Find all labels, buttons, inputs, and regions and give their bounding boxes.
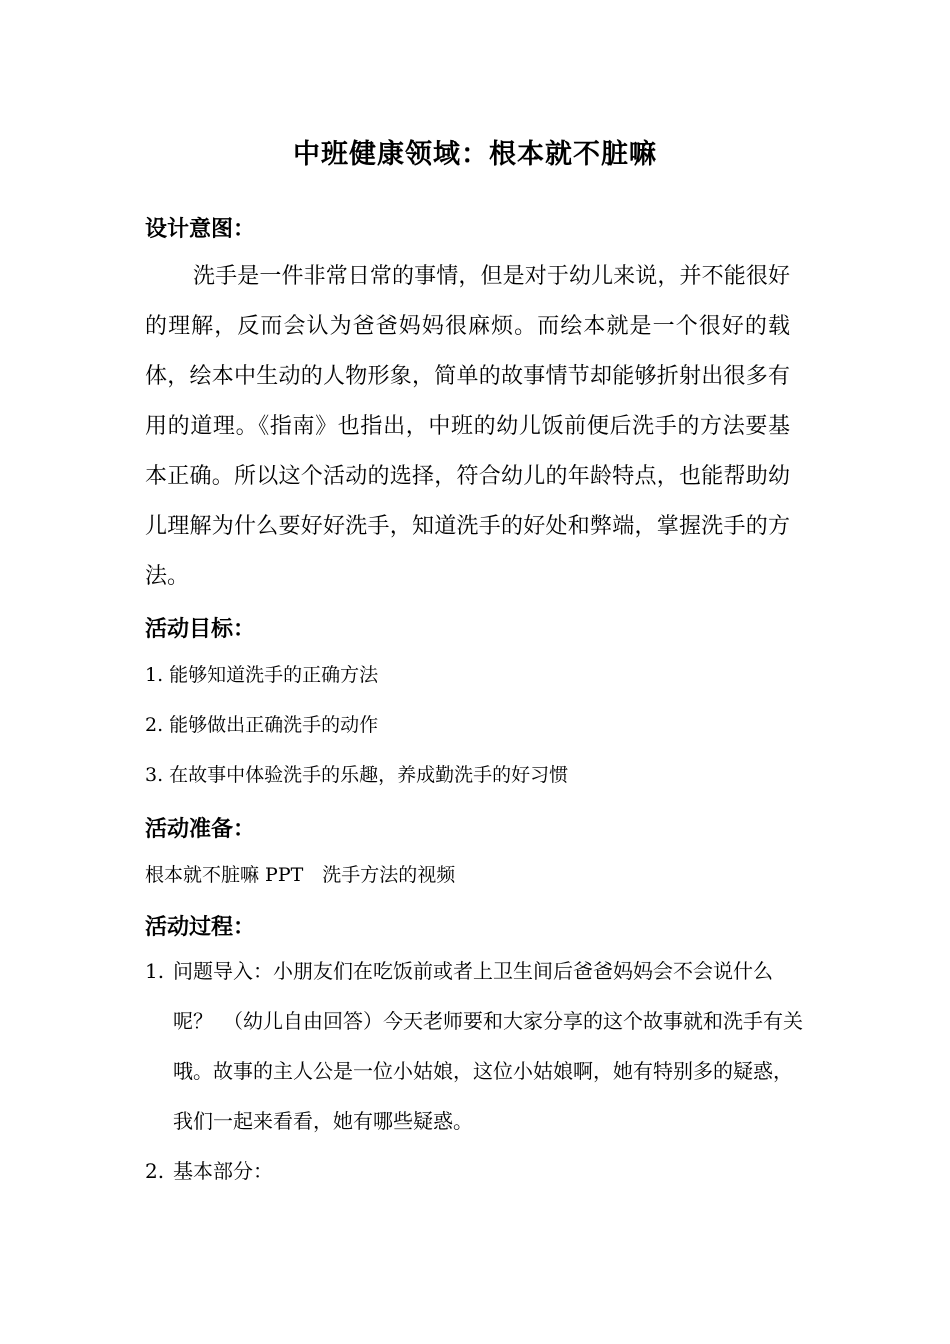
- process-item-text: 问题导入：小朋友们在吃饭前或者上卫生间后爸爸妈妈会不会说什么呢？ （幼儿自由回答）今天老师要和大家分享的这个故事就和洗手有关哦。故事的主人公是一位小姑娘，这位小姑娘啊，她有特别多的疑惑，我们一起来看看，她有哪些疑惑。: [173, 959, 803, 1133]
- goal-item-1: 1. 能够知道洗手的正确方法: [145, 664, 379, 686]
- document-title: 中班健康领域：根本就不脏嘛: [293, 139, 657, 170]
- goals-heading: 活动目标：: [145, 617, 256, 642]
- preparation-heading: 活动准备：: [145, 817, 256, 842]
- goal-item-3: 3. 在故事中体验洗手的乐趣，养成勤洗手的好习惯: [145, 764, 569, 786]
- process-item-number: 2.: [145, 1159, 165, 1183]
- preparation-text: 根本就不脏嘛 PPT 洗手方法的视频: [145, 864, 456, 886]
- process-item-number: 1.: [145, 959, 165, 983]
- process-item-1: [145, 946, 810, 1146]
- process-item-2: [145, 1146, 810, 1196]
- goal-item-2: 2. 能够做出正确洗手的动作: [145, 714, 379, 736]
- design-intent-heading: 设计意图：: [145, 217, 256, 242]
- process-item-text: 基本部分：: [173, 1159, 273, 1183]
- process-heading: 活动过程：: [145, 915, 256, 940]
- design-intent-paragraph: 洗手是一件非常日常的事情，但是对于幼儿来说，并不能很好的理解，反而会认为爸爸妈妈很麻烦。而绘本就是一个很好的载体，绘本中生动的人物形象，简单的故事情节却能够折射出很多有用的道理。《指南》也指出，中班的幼儿饭前便后洗手的方法要基本正确。所以这个活动的选择，符合幼儿的年龄特点，也能帮助幼儿理解为什么要好好洗手，知道洗手的好处和弊端，掌握洗手的方法。: [145, 264, 790, 589]
